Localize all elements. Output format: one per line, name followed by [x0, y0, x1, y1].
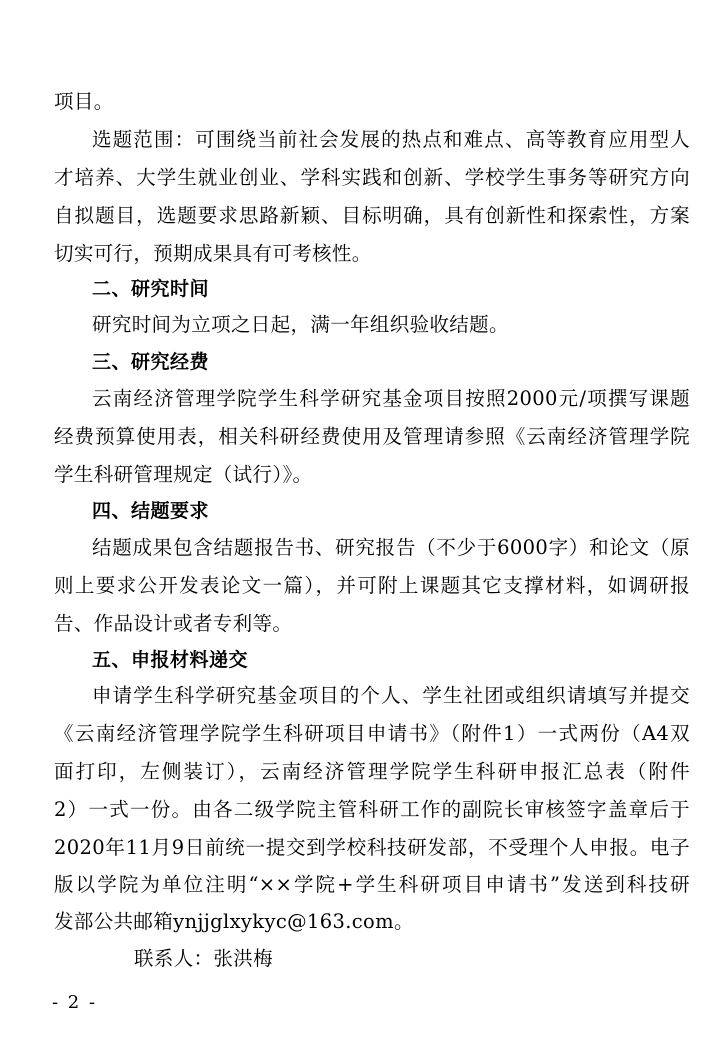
section-5-line-2: 《云南经济管理学院学生科研项目申请书》（附件1）一式两份（A4双 — [54, 722, 690, 745]
topic-scope-line-3: 自拟题目，选题要求思路新颖、目标明确，具有创新性和探索性，方案 — [54, 204, 690, 227]
section-2-line-1: 研究时间为立项之日起，满一年组织验收结题。 — [92, 313, 509, 336]
section-3-line-2: 经费预算使用表，相关科研经费使用及管理请参照《云南经济管理学院 — [54, 425, 690, 448]
section-5-line-5: 2020年11月9日前统一提交到学校科技研发部，不受理个人申报。电子 — [54, 836, 690, 859]
section-5-line-1: 申请学生科学研究基金项目的个人、学生社团或组织请填写并提交 — [92, 684, 690, 707]
intro-tail-text: 项目。 — [54, 90, 114, 113]
section-4-heading: 四、结题要求 — [92, 500, 210, 522]
topic-scope-line-2: 才培养、大学生就业创业、学科实践和创新、学校学生事务等研究方向 — [54, 166, 690, 189]
section-3-heading: 三、研究经费 — [92, 351, 210, 373]
section-5-line-4: 2）一式一份。由各二级学院主管科研工作的副院长审核签字盖章后于 — [54, 798, 690, 821]
section-2-heading: 二、研究时间 — [92, 278, 210, 300]
section-3-line-3: 学生科研管理规定（试行）》。 — [54, 463, 313, 486]
section-4-line-3: 告、作品设计或者专利等。 — [54, 612, 293, 635]
section-3-line-1: 云南经济管理学院学生科学研究基金项目按照2000元/项撰写课题 — [92, 387, 690, 410]
section-5-line-3: 面打印，左侧装订），云南经济管理学院学生科研申报汇总表（附件 — [54, 760, 690, 783]
section-5-line-7: 发部公共邮箱ynjjglxykyc@163.com。 — [54, 910, 414, 933]
topic-scope-line-1: 选题范围：可围绕当前社会发展的热点和难点、高等教育应用型人 — [92, 128, 690, 151]
page-number: - 2 - — [52, 992, 98, 1013]
section-4-line-2: 则上要求公开发表论文一篇），并可附上课题其它支撑材料，如调研报 — [54, 574, 690, 597]
topic-scope-line-4: 切实可行，预期成果具有可考核性。 — [54, 242, 372, 265]
section-4-line-1: 结题成果包含结题报告书、研究报告（不少于6000字）和论文（原 — [92, 536, 690, 559]
contact-person: 联系人：张洪梅 — [134, 947, 273, 970]
section-5-line-6: 版以学院为单位注明“××学院+学生科研项目申请书”发送到科技研 — [54, 873, 690, 896]
section-5-heading: 五、申报材料递交 — [92, 649, 249, 671]
